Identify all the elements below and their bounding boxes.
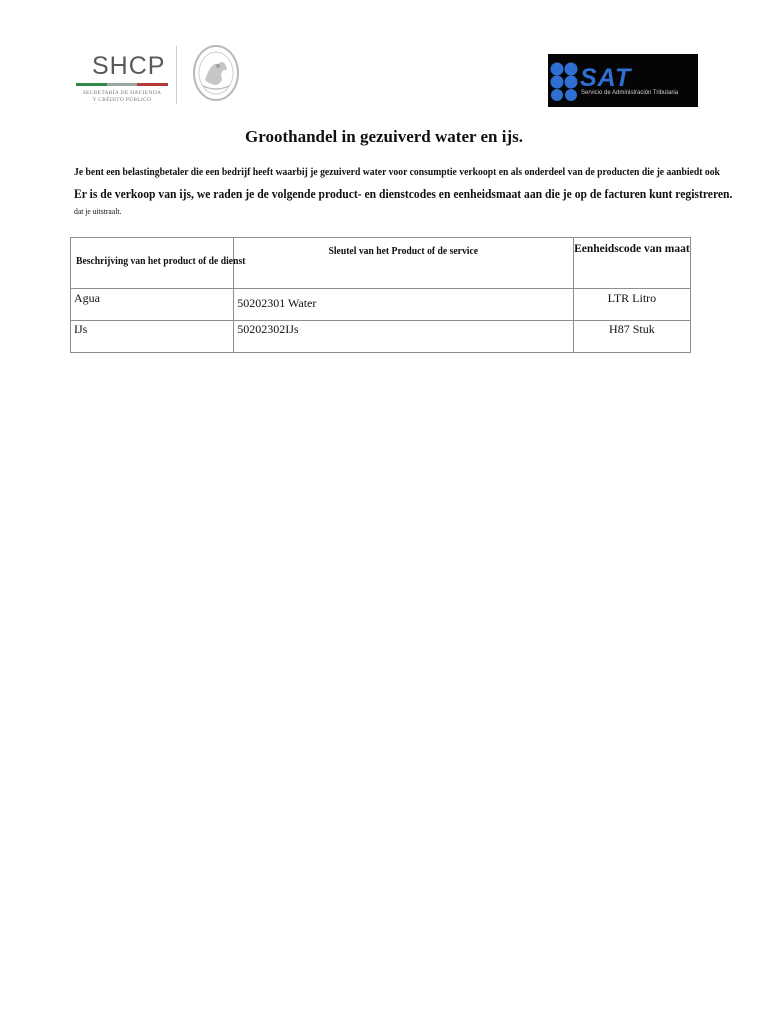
- shcp-wordmark: SHCP: [92, 52, 166, 80]
- cell-key-text: 50202301 Water: [237, 296, 317, 310]
- table-header-row: [71, 238, 691, 289]
- sat-dots-icon: [550, 61, 580, 101]
- document-title: Groothandel in gezuiverd water en ijs.: [245, 127, 523, 146]
- stripe-gray: [107, 83, 138, 86]
- sat-wordmark: SAT: [580, 64, 632, 92]
- cell-description: [71, 321, 234, 353]
- stripe-red: [137, 83, 168, 86]
- header-key-label: Sleutel van het Product of de service: [328, 246, 479, 257]
- table-row: [71, 289, 691, 321]
- cell-key: [234, 321, 574, 353]
- shcp-subtitle-line2: Y CRÉDITO PÚBLICO: [92, 97, 152, 103]
- intro-line-1: Je bent een belastingbetaler die een bedrijf heeft waarbij je gezuiverd water voor consumptie verkoopt en als onderdeel van de producten die je aanbiedt ook: [74, 167, 720, 178]
- shcp-color-stripe: [76, 83, 168, 86]
- header-cell-key: [234, 238, 574, 289]
- shcp-logo: [72, 42, 247, 108]
- cell-description-text: Agua: [74, 291, 100, 305]
- cell-unit-text: H87 Stuk: [609, 322, 655, 336]
- header-unit-label: Eenheidscode van maat: [574, 243, 690, 255]
- stripe-green: [76, 83, 107, 86]
- intro-line-2: Er is de verkoop van ijs, we raden je de volgende product- en dienstcodes en eenheidsmaat aan die je op de facturen kunt registreren.: [74, 187, 733, 201]
- table-row: [71, 321, 691, 353]
- cell-unit: [573, 321, 690, 353]
- shcp-subtitle-line1: SECRETARÍA DE HACIENDA: [82, 90, 162, 96]
- cell-key: [234, 289, 574, 321]
- cell-unit-text: LTR Litro: [607, 291, 657, 305]
- product-codes-table: [70, 237, 691, 353]
- intro-line-3: dat je uitstraalt.: [74, 206, 122, 216]
- sat-subtitle: Servicio de Administración Tributaria: [581, 90, 679, 96]
- header-cell-unit: [573, 238, 690, 289]
- cell-key-text: 50202302IJs: [237, 322, 299, 336]
- sat-logo: [548, 54, 698, 107]
- cell-description-text: IJs: [74, 322, 88, 336]
- national-seal-icon: [191, 42, 241, 104]
- cell-description: [71, 289, 234, 321]
- header-description-label: Beschrijving van het product of de dienst: [76, 256, 246, 267]
- cell-unit: [573, 289, 690, 321]
- shcp-subtitle: [74, 90, 170, 104]
- header-cell-description: [71, 238, 246, 289]
- logo-divider: [176, 46, 177, 104]
